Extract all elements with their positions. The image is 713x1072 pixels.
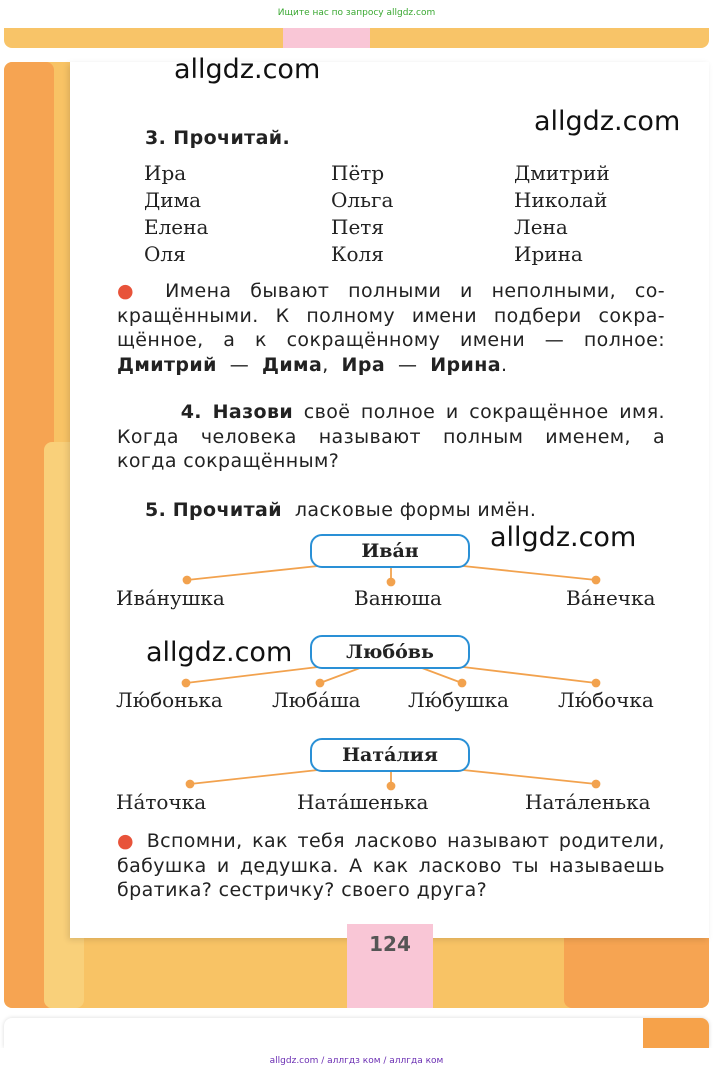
task4-line: 4. Назови своё полное и сокращённое имя. (180, 401, 665, 423)
name-pill-natalia: Ната́лия (310, 738, 470, 772)
instruction-example: Дмитрий — Дима, Ира — Ирина. (117, 353, 508, 376)
name-item: Дмитрий (514, 161, 610, 185)
footer-links[interactable] (0, 1048, 713, 1072)
name-item: Петя (331, 215, 384, 239)
instruction-line: братика? сестричку? своего друга? (117, 879, 488, 901)
task3-number: 3. (145, 127, 167, 149)
task5-heading: 5. Прочитай ласковые формы имён. (145, 499, 537, 521)
name-item: Лена (514, 215, 568, 239)
task4-line: Когда человека называют полным именем, а (117, 425, 665, 448)
diminutive-form: Ва́нечка (566, 586, 656, 610)
diminutive-form: Ива́нушка (116, 586, 225, 610)
diminutive-form: На́точка (116, 790, 207, 814)
watermark: allgdz.com (534, 106, 681, 137)
name-item: Ирина (514, 242, 583, 266)
bullet-icon: ● (117, 280, 147, 302)
diminutive-form: Лю́бочка (558, 688, 654, 712)
name-item: Дима (144, 188, 202, 212)
name-item: Николай (514, 188, 608, 212)
instruction-line: щённое, а к сокращённому имени — полное: (117, 329, 665, 351)
name-item: Коля (331, 242, 384, 266)
task3-title: Прочитай. (173, 127, 291, 149)
instruction-line: кращёнными. К полному имени подбери сокра- (117, 304, 665, 327)
name-pill-ivan: Ива́н (310, 534, 470, 568)
name-item: Пётр (331, 161, 385, 185)
page-number: 124 (369, 932, 411, 956)
task4-line: когда сокращённым? (117, 450, 340, 472)
name-item: Елена (144, 215, 209, 239)
next-page-edge (4, 1018, 709, 1048)
diminutive-form: Лю́бонька (116, 688, 223, 712)
bullet-icon: ● (117, 830, 138, 852)
next-page-tab (643, 1018, 709, 1048)
instruction-line: ● Вспомни, как тебя ласково называют родители, (117, 830, 665, 852)
watermark: allgdz.com (490, 522, 637, 553)
name-pill-lyubov: Любо́вь (310, 635, 470, 669)
instruction-line: ● Имена бывают полными и неполными, со- (117, 280, 665, 302)
watermark: allgdz.com (174, 54, 321, 85)
footer-text[interactable]: allgdz.com / аллгдз ком / аллгда ком (269, 1056, 444, 1066)
instruction-line: бабушка и дедушка. А как ласково ты называешь (117, 854, 665, 877)
name-item: Оля (144, 242, 186, 266)
task5-instruction (117, 829, 665, 903)
name-item: Ольга (331, 188, 394, 212)
diminutive-form: Ната́шенька (297, 790, 429, 814)
top-banner-text[interactable]: Ищите нас по запросу allgdz.com (277, 8, 436, 18)
diminutive-form: Ванюша (354, 586, 442, 610)
name-item: Ира (144, 161, 187, 185)
diminutive-form: Лю́бушка (408, 688, 509, 712)
diminutive-form: Люба́ша (272, 688, 361, 712)
diminutive-form: Ната́ленька (525, 790, 651, 814)
watermark: allgdz.com (146, 637, 293, 668)
